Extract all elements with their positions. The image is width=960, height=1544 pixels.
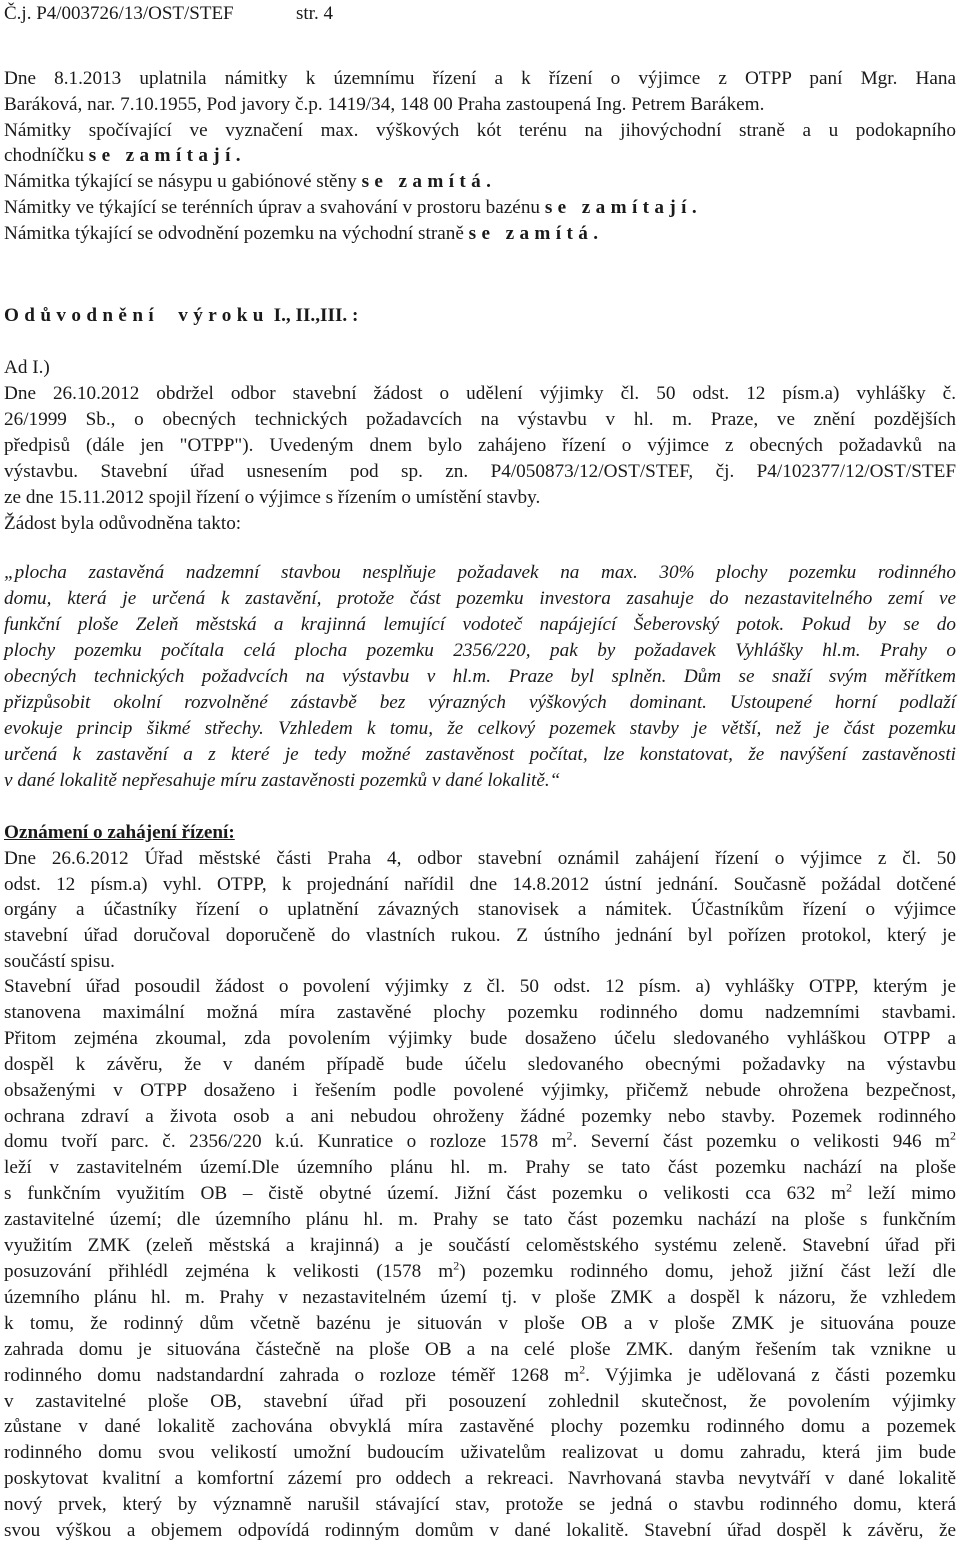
text-run: posuzování přihlédl zejména k velikosti (1578 m	[4, 1260, 454, 1282]
quote-line: evokuje princip šikmé střechy. Vzhledem k tomu, že celkový pozemek stavby je větší, než je část pozemku	[4, 718, 956, 739]
quote-line: domu, která je určená k zastavění, protože část pozemku investora zasahuje do nezastavitelného zemí ve	[4, 588, 956, 609]
objection-text: Námitka týkající se násypu u gabiónové stěny	[4, 171, 362, 193]
assessment-section	[4, 974, 956, 1544]
superscript: 2	[846, 1180, 853, 1195]
text-line: výstavbu. Stavební úřad usnesením pod sp. zn. P4/050873/12/OST/STEF, čj. P4/102377/12/OST/STEF	[4, 461, 956, 482]
text-run: leží mimo	[852, 1183, 956, 1205]
reasoning-section	[4, 303, 956, 537]
objection-text: Námitka týkající se odvodnění pozemku na východní straně	[4, 222, 469, 244]
text-line: odst. 12 písm.a) vyhl. OTPP, k projednání nařídil dne 14.8.2012 ústní jednání. Současně požádal dotčené	[4, 873, 956, 895]
text-line: dospěl k závěru, že v daném případě bude účelu sledovaného obecnými požadavky na výstavbu	[4, 1053, 956, 1075]
text-line: svou výškou a objemem odpovídá rodinným domům v dané lokalitě. Stavební úřad dospěl k závěru, že	[4, 1520, 956, 1542]
text-line	[4, 1363, 956, 1389]
text-line: Žádost byla odůvodněna takto:	[4, 513, 242, 534]
section-heading	[4, 303, 956, 329]
text-line: ze dne 15.11.2012 spojil řízení o výjimce s řízením o umístění stavby.	[4, 487, 541, 508]
text-line	[4, 1181, 956, 1207]
text-line: poskytovat kvalitní a komfortní zázemí pro oddech a rekreaci. Navrhovaná stavba nevytváří v dané lokalitě	[4, 1468, 956, 1490]
text-run: . Výjimka je udělovaná z části pozemku	[585, 1364, 956, 1386]
heading-word: výroku	[178, 305, 269, 326]
text-line	[4, 1129, 956, 1155]
verdict-text: se zamítá.	[361, 171, 497, 193]
section-heading: Oznámení o zahájení řízení:	[4, 822, 235, 843]
text-line	[4, 195, 956, 221]
text-line	[4, 143, 956, 169]
quote-line: plochy pozemku počítala celá plocha pozemku 2356/220, pak by požadavek Vyhlášky hl.m. Prahy o	[4, 640, 956, 661]
heading-word: I., II.,III. :	[273, 305, 359, 326]
text-run: rodinného domu nadstandardní zahrada o rozloze téměř 1268 m	[4, 1364, 580, 1386]
text-run: ) pozemku rodinného domu, jehož jižní část leží dle	[459, 1260, 956, 1282]
subsection-label: Ad I.)	[4, 357, 50, 378]
text-line: v zastavitelné ploše OB, stavební úřad při posouzení zohlednil skutečnost, že povolením výjimky	[4, 1390, 956, 1412]
superscript: 2	[950, 1129, 956, 1144]
superscript: 2	[566, 1129, 573, 1144]
text-run: domu tvoří parc. č. 2356/220 k.ú. Kunratice o rozloze 1578 m	[4, 1131, 567, 1153]
text-line: Dne 8.1.2013 uplatnila námitky k územnímu řízení a k řízení o výjimce z OTPP paní Mgr. Hana	[4, 68, 956, 89]
text-line: Dne 26.6.2012 Úřad městské části Praha 4, odbor stavební oznámil zahájení řízení o výjimce z čl. 50	[4, 847, 956, 869]
notice-section	[4, 820, 956, 975]
objection-text: chodníčku	[4, 145, 89, 167]
text-line: Dne 26.10.2012 obdržel odbor stavební žádost o udělení výjimky čl. 50 odst. 12 písm.a) vyhlášky č.	[4, 383, 956, 404]
text-line: Námitky spočívající ve vyznačení max. výškových kót terénu na jihovýchodní straně a u podokapního	[4, 119, 956, 141]
text-line: leží v zastavitelném území.Dle územního plánu hl. m. Prahy se tato část pozemku nachází na ploše	[4, 1157, 956, 1179]
verdict-text: se zamítá.	[468, 222, 604, 244]
text-line: nový prvek, který by významně narušil stávající stav, protože se jedná o stavbu rodinného domu, která	[4, 1494, 956, 1516]
quote-line: určená k zastavění a z které je tedy možné zastavěnost počítat, lze konstatovat, že navýšení zastavěnosti	[4, 744, 956, 765]
text-line: stavební úřad doručoval doporučeně do vlastních rukou. Z ústního jednání byl pořízen protokol, který je	[4, 925, 956, 947]
quote-line: obecných technických požadvcích na výstavbu v hl.m. Praze byl splněn. Dům se snaží svým měřítkem	[4, 666, 956, 687]
quoted-justification	[4, 560, 956, 794]
text-line: Baráková, nar. 7.10.1955, Pod javory č.p. 1419/34, 148 00 Praha zastoupená Ing. Petrem Barákem.	[4, 93, 765, 115]
text-line	[4, 221, 956, 247]
text-line: zůstane v dané lokalitě zachována obvyklá míra zastavěné plochy pozemku rodinného domu a pozemek	[4, 1416, 956, 1438]
text-line: stanovena maximální možná míra zastavěné plochy pozemku rodinného domu nadzemními stavbami.	[4, 1001, 956, 1023]
text-line: územního plánu hl. m. Prahy v nezastavitelném území tj. v ploše ZMK a dospěl k názoru, že vzhledem	[4, 1286, 956, 1308]
text-line: zastavitelné území; dle územního plánu hl. m. Prahy se tato část pozemku nachází na ploše s funkčním	[4, 1209, 956, 1231]
text-line: obsaženými v OTPP dosaženo i řešením podle povolené výjimky, přičemž nebude ohrožena bezpečnost,	[4, 1079, 956, 1101]
text-line: rodinného domu svou velikostí umožní budoucím uživatelům realizovat u domu zahradu, která jim bude	[4, 1442, 956, 1464]
verdict-text: se zamítají.	[88, 145, 246, 167]
text-line: Přitom zejména zkoumal, zda povolením výjimky bude dosaženo účelu sledovaného vyhláškou OTPP a	[4, 1027, 956, 1049]
text-line	[4, 169, 956, 195]
text-line	[4, 1259, 956, 1285]
quote-line: přizpůsobit okolní rozvolněné zástavbě bez výrazných výškových dominant. Ustoupené horní podlaží	[4, 692, 956, 713]
quote-line: funkční ploše Zeleň městská a krajinná lemující vodoteč napájející Šeberovský potok. Pokud by se do	[4, 614, 956, 635]
quote-line: v dané lokalitě nepřesahuje míru zastavěnosti pozemků v dané lokalitě.“	[4, 770, 561, 791]
verdict-text: se zamítají.	[544, 196, 703, 218]
superscript: 2	[579, 1362, 586, 1377]
text-line: zahrada domu je situována částečně na ploše OB a na celé ploše ZMK. daným řešením tak vznikne u	[4, 1338, 956, 1360]
reference-number: Č.j. P4/003726/13/OST/STEF	[4, 3, 234, 24]
text-line: součástí spisu.	[4, 950, 115, 972]
text-line: předpisů (dále jen "OTPP"). Uvedeným dnem bylo zahájeno řízení o výjimce z obecných požadavků na	[4, 435, 956, 456]
text-run: s funkčním využitím OB – čistě obytné území. Jižní část pozemku o velikosti cca 632 m	[4, 1183, 847, 1205]
superscript: 2	[453, 1258, 460, 1273]
quote-line: „plocha zastavěná nadzemní stavbou nesplňuje požadavek na max. 30% plochy pozemku rodinného	[4, 562, 956, 583]
text-line: 26/1999 Sb., o obecných technických požadavcích na výstavbu v hl. m. Praze, ve znění pozdějších	[4, 409, 956, 430]
page-header	[4, 2, 333, 26]
heading-word: Odůvodnění	[4, 305, 160, 326]
page-number: str. 4	[296, 3, 333, 24]
text-line: k tomu, že rodinný dům včetně bazénu je situován v ploše OB a v ploše ZMK je situována pouze	[4, 1312, 956, 1334]
text-line: ochrana zdraví a života osob a ani nebudou ohroženy žádné pozemky nebo stavby. Pozemek rodinného	[4, 1105, 956, 1127]
text-line: orgány a účastníky řízení o uplatnění závazných stanovisek a námitek. Účastníkům řízení o výjimce	[4, 899, 956, 921]
text-line: využitím ZMK (zeleň městská a krajinná) a je součástí celoměstského systému zeleně. Stavební úřad při	[4, 1235, 956, 1257]
text-line: Stavební úřad posoudil žádost o povolení výjimky z čl. 50 odst. 12 písm. a) vyhlášky OTPP, kterým je	[4, 976, 956, 997]
objection-text: Námitky ve týkající se terénních úprav a svahování v prostoru bazénu	[4, 196, 545, 218]
objections-section	[4, 66, 956, 247]
text-run: . Severní část pozemku o velikosti 946 m	[572, 1131, 951, 1153]
